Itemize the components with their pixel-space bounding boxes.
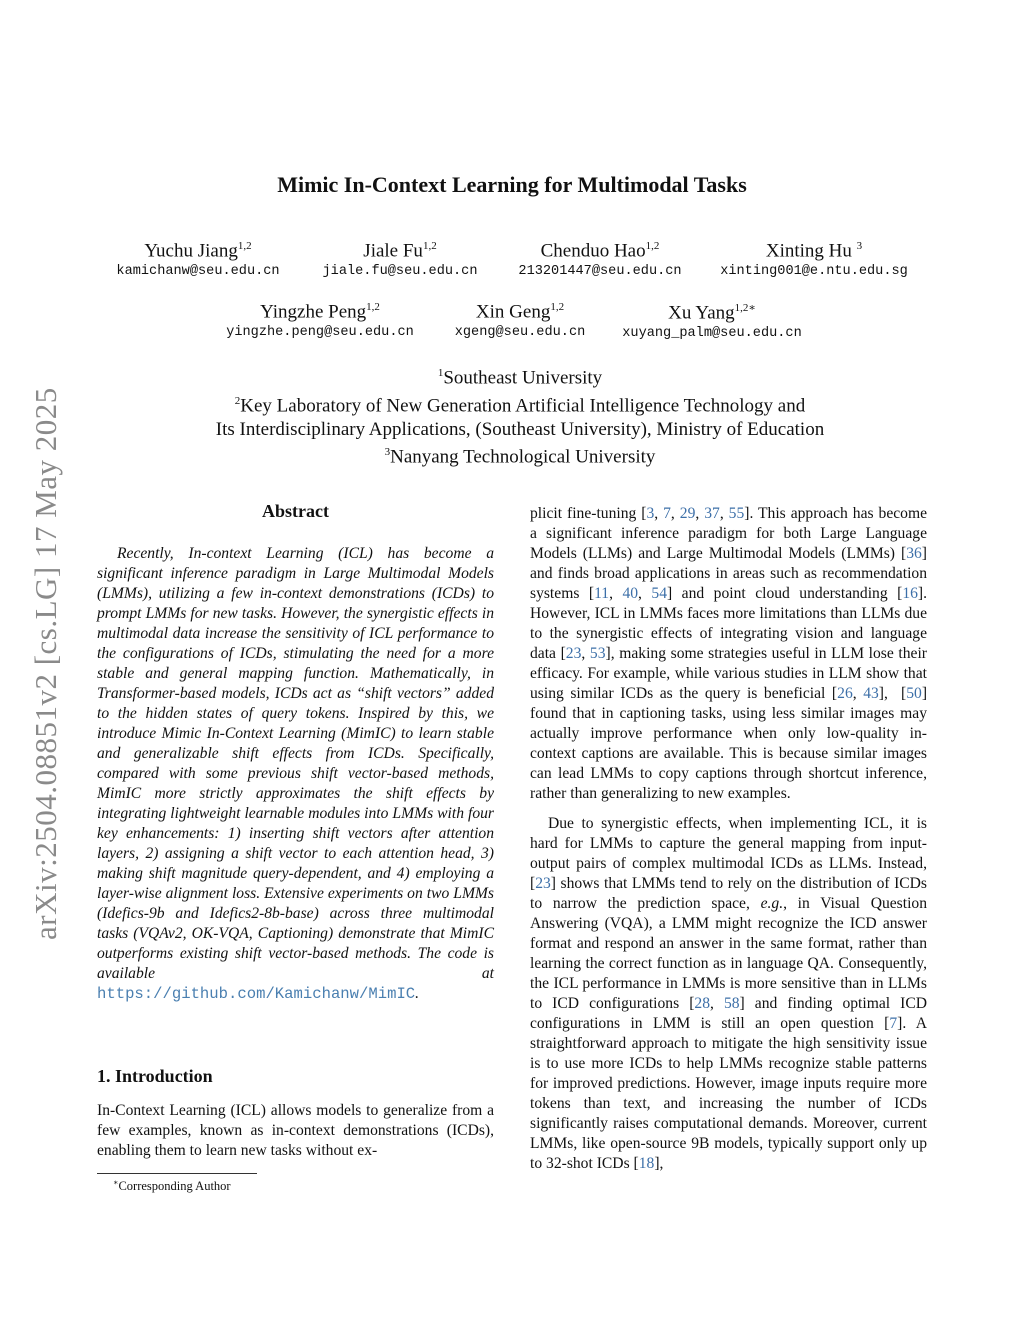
author-block bbox=[108, 240, 288, 279]
citation-link[interactable]: 55 bbox=[728, 505, 745, 522]
author-name: Xu Yang bbox=[668, 302, 735, 324]
citation-link[interactable]: 18 bbox=[638, 1155, 655, 1172]
author-name: Chenduo Hao bbox=[540, 240, 646, 262]
citation-link[interactable]: 58 bbox=[723, 995, 740, 1012]
citation-link[interactable]: 23 bbox=[565, 645, 582, 662]
code-link[interactable]: https://github.com/Kamichanw/MimIC bbox=[97, 985, 416, 1003]
author-block bbox=[445, 301, 595, 340]
author-email[interactable]: xinting001@e.ntu.edu.sg bbox=[720, 264, 908, 280]
author-block bbox=[505, 240, 695, 279]
author-block bbox=[310, 240, 490, 279]
citation-link[interactable]: 16 bbox=[902, 585, 918, 602]
author-name: Jiale Fu bbox=[363, 240, 423, 262]
citation-link[interactable]: 3 bbox=[646, 505, 655, 522]
author-affil-sup: 1,2 bbox=[237, 240, 252, 252]
author-email[interactable]: 213201447@seu.edu.cn bbox=[518, 264, 682, 280]
author-name: Yingzhe Peng bbox=[260, 301, 367, 323]
citation-link[interactable]: 50 bbox=[906, 685, 922, 702]
citation-link[interactable]: 36 bbox=[906, 545, 922, 562]
paragraph: Due to synergistic effects, when implementing ICL, it is hard for LMMs to capture the general mapping from input-output pairs of complex multimodal ICDs as LLMs. Instead, [23] shows that LMMs tend to rely on the distribution of ICDs to narrow the prediction space, e.g., in Visual Question Answering (VQA), a LMM might recognize the ICD answer format and respond an answer in the same format, rather than learning the correct function as in language QA. Consequently, the ICL performance in LMMs is more sensitive than in LLMs to ICD configurations [28, 58] and finding optimal ICD configurations in LMM is still an open question [7]. A straightforward approach to mitigate the high sensitivity issue is to use more ICDs to help LMMs recognize stable patterns for improved predictions. However, image inputs require more tokens than text, and increasing the number of ICDs significantly raises computational demands. Moreover, current LMMs, like open-source 9B models, typically support only up to 32-shot ICDs [18], bbox=[530, 815, 928, 1172]
citation-link[interactable]: 37 bbox=[704, 505, 720, 522]
paragraph: plicit fine-tuning [3, 7, 29, 37, 55]. This approach has become a significant inference paradigm for both Large Language Models (LLMs) and Large Multimodal Models (LMMs) [36] and finds broad applications in areas such as recommendation systems [11, 40, 54] and point cloud understanding [16]. However, ICL in LMMs faces more limitations than LLMs due to the synergistic effects of integrating vision and language data [23, 53], making some strategies useful in LLM lose their efficacy. For example, while various studies in LLM show that using similar ICDs as the query is beneficial [26, 43], [50] found that in captioning tasks, using less similar images may actually improve performance when only low-quality in-context captions are available. This is because similar images can lead LMMs to copy captions through shortcut inference, rather than generalizing to new examples. bbox=[530, 505, 928, 802]
author-email[interactable]: yingzhe.peng@seu.edu.cn bbox=[226, 325, 414, 341]
author-affil-sup: 3 bbox=[856, 240, 863, 252]
abstract-text: Recently, In-context Learning (ICL) has become a significant inference paradigm in Large Multimodal Models (LMMs), utilizing a few in-context demonstrations (ICDs) to prompt LMMs for new tasks. However, the synergistic effects in multimodal data increase the sensitivity of ICL performance to the configurations of ICDs, stimulating the need for a more stable and general mapping function. Mathematically, in Transformer-based models, ICDs act as “shift vectors” added to the hidden states of query tokens. Inspired by this, we introduce Mimic In-Context Learning (MimIC) to learn stable and generalizable shift effects from ICDs. Specifically, compared with some previous shift vector-based methods, MimIC more strictly approximates the shift effects by integrating lightweight learnable modules into LMMs with four key enhancements: 1) inserting shift vectors after attention layers, 2) assigning a shift vector to each attention head, 3) making shift magnitude query-dependent, and 4) employing a layer-wise alignment loss. Extensive experiments on two LMMs (Idefics-9b and Idefics2-8b-base) across three multimodal tasks (VQAv2, OK-VQA, Captioning) demonstrate that MimIC outperforms existing shift vector-based methods. The code is available at bbox=[97, 545, 494, 982]
arxiv-stamp: arXiv:2504.08851v2 [cs.LG] 17 May 2025 bbox=[28, 387, 63, 940]
author-affil-sup: 1,2 bbox=[366, 301, 380, 313]
citation-link[interactable]: 7 bbox=[889, 1015, 898, 1032]
author-block bbox=[612, 301, 812, 341]
abstract-body: Recently, In-context Learning (ICL) has become a significant inference paradigm in Large Multimodal Models (LMMs), utilizing a few in-context demonstrations (ICDs) to prompt LMMs for new tasks. However, the synergistic effects in multimodal data increase the sensitivity of ICL performance to the configurations of ICDs, stimulating the need for a more stable and general mapping function. Mathematically, in Transformer-based models, ICDs act as “shift vectors” added to the hidden states of query tokens. Inspired by this, we introduce Mimic In-Context Learning (MimIC) to learn stable and generalizable shift effects from ICDs. Specifically, compared with some previous shift vector-based methods, MimIC more strictly approximates the shift effects by integrating lightweight learnable modules into LMMs with four key enhancements: 1) inserting shift vectors after attention layers, 2) assigning a shift vector to each attention head, 3) making shift magnitude query-dependent, and 4) employing a layer-wise alignment loss. Extensive experiments on two LMMs (Idefics-9b and Idefics2-8b-base) across three multimodal tasks (VQAv2, OK-VQA, Captioning) demonstrate that MimIC outperforms existing shift vector-based methods. The code is available at https://github.com/Kamichanw/MimIC. bbox=[97, 545, 494, 1003]
right-column bbox=[530, 504, 927, 1174]
abstract-heading: Abstract bbox=[262, 501, 329, 521]
footnote-rule bbox=[97, 1173, 257, 1174]
paper-title: Mimic In-Context Learning for Multimodal Tasks bbox=[277, 172, 747, 197]
citation-link[interactable]: 11 bbox=[594, 585, 610, 602]
citation-link[interactable]: 40 bbox=[622, 585, 639, 602]
affiliation-1: $^1$Southeast University bbox=[437, 367, 603, 389]
author-email[interactable]: jiale.fu@seu.edu.cn bbox=[322, 264, 478, 280]
citation-link[interactable]: 28 bbox=[694, 995, 710, 1012]
section-heading: 1. Introduction bbox=[97, 1066, 213, 1086]
author-name: Yuchu Jiang bbox=[144, 240, 238, 262]
author-affil-sup: 1,2 bbox=[550, 301, 565, 313]
citation-link[interactable]: 7 bbox=[663, 505, 671, 522]
citation-link[interactable]: 29 bbox=[679, 505, 696, 522]
intro-body bbox=[97, 1101, 494, 1161]
footnote: ∗Corresponding Author bbox=[113, 1178, 231, 1194]
affiliation-2-cont: Its Interdisciplinary Applications, (Southeast University), Ministry of Education bbox=[215, 418, 825, 440]
author-block bbox=[709, 240, 919, 279]
intro-paragraph: In-Context Learning (ICL) allows models to generalize from a few examples, known as in-context demonstrations (ICDs), enabling them to learn new tasks without ex- bbox=[97, 1102, 494, 1159]
affiliation-3: $^3$Nanyang Technological University bbox=[384, 446, 656, 468]
author-name: Xinting Hu bbox=[765, 240, 852, 262]
citation-link[interactable]: 43 bbox=[863, 685, 879, 702]
author-email[interactable]: xgeng@seu.edu.cn bbox=[454, 325, 586, 341]
author-affil-sup: 1,2 bbox=[422, 240, 437, 252]
citation-link[interactable]: 26 bbox=[837, 685, 853, 702]
affiliation-2: $^2$Key Laboratory of New Generation Artificial Intelligence Technology and bbox=[234, 394, 806, 417]
citation-link[interactable]: 54 bbox=[651, 585, 668, 602]
author-name: Xin Geng bbox=[475, 301, 551, 323]
citation-link[interactable]: 23 bbox=[535, 875, 551, 892]
author-affil-sup: 1,2∗ bbox=[734, 302, 756, 314]
author-block bbox=[215, 301, 425, 340]
author-email[interactable]: xuyang_palm@seu.edu.cn bbox=[622, 326, 802, 342]
citation-link[interactable]: 53 bbox=[589, 645, 606, 662]
author-email[interactable]: kamichanw@seu.edu.cn bbox=[116, 264, 280, 280]
affiliations bbox=[0, 362, 1024, 469]
author-affil-sup: 1,2 bbox=[645, 240, 660, 252]
